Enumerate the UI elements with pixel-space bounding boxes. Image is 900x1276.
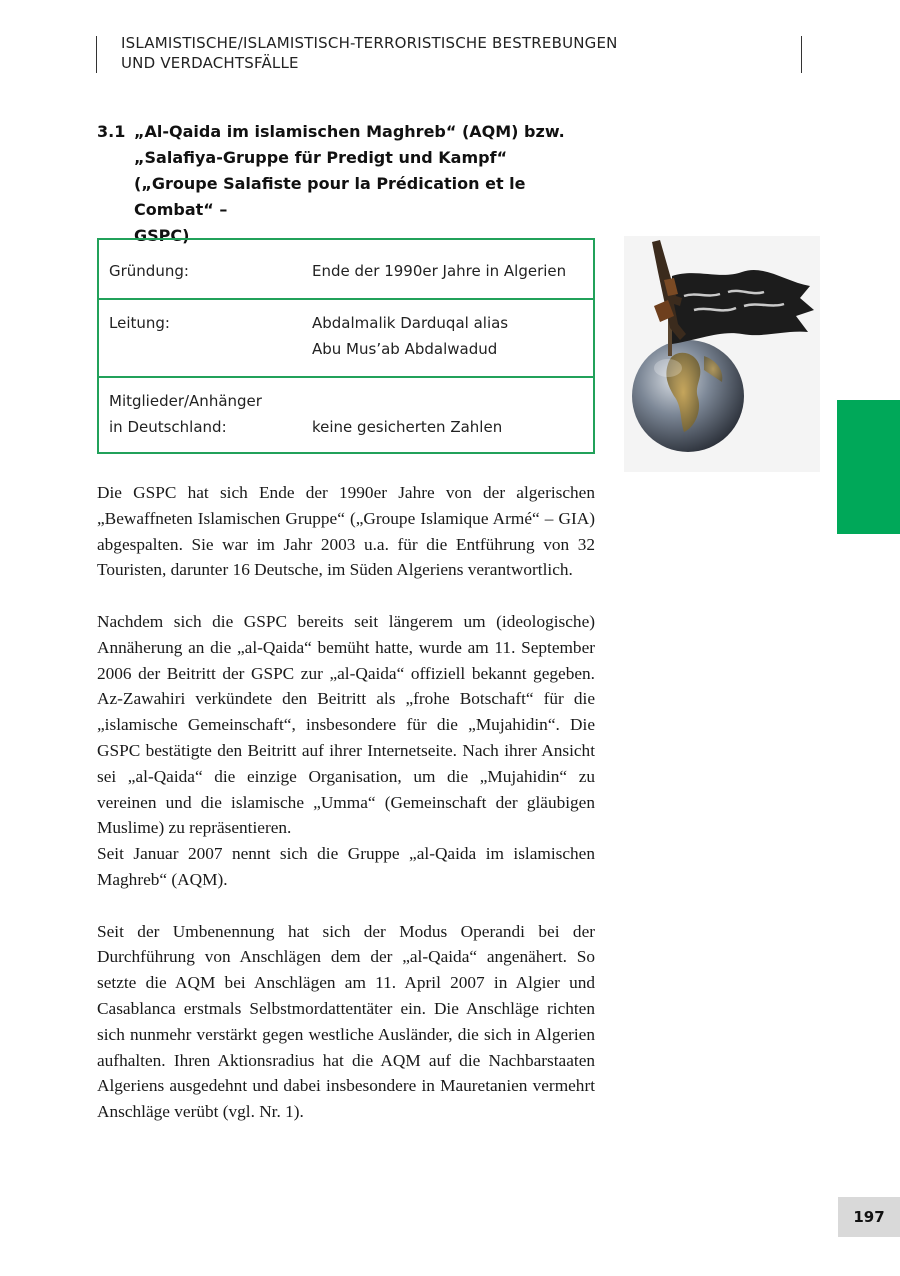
paragraph: Seit Januar 2007 nennt sich die Gruppe „al-Qaida im islamischen Maghreb“ (AQM). bbox=[97, 844, 595, 889]
facts-box bbox=[97, 238, 595, 454]
body-text bbox=[97, 480, 595, 1151]
facts-value-line: Ende der 1990er Jahre in Algerien bbox=[312, 262, 567, 280]
page-number: 197 bbox=[838, 1197, 900, 1237]
running-header bbox=[121, 33, 721, 73]
facts-row-founding bbox=[99, 240, 593, 298]
section-title bbox=[134, 119, 597, 249]
section-title-line: „Al-Qaida im islamischen Maghreb“ (AQM) bzw. bbox=[134, 122, 565, 141]
facts-value bbox=[312, 310, 583, 362]
facts-label-line: in Deutschland: bbox=[109, 418, 227, 436]
facts-value-line: keine gesicherten Zahlen bbox=[312, 418, 503, 436]
facts-row-leadership bbox=[99, 298, 593, 376]
facts-label-line: Mitglieder/Anhänger bbox=[109, 392, 262, 410]
paragraph: Nachdem sich die GSPC bereits seit längerem um (ideologische) Annäherung an die „al-Qaida“ bemüht hatte, wurde am 11. September 2006 der Beitritt der GSPC zur „al-Qaida“ offiziell bekannt gegeben. Az-Zawahiri verkündete den Beitritt als „frohe Botschaft“ für die „islamische Gemeinschaft“, insbesondere für die „Mujahidin“. Die GSPC bestätigte den Beitritt auf ihrer Internetseite. Nach ihrer Ansicht sei „al-Qaida“ die einzige Organisation, um die „Mujahidin“ zu vereinen und die islamische „Umma“ (Gemeinschaft der gläubigen Muslime) zu repräsentieren. bbox=[97, 611, 595, 838]
facts-label-line: Leitung: bbox=[109, 314, 170, 332]
section-title-line: GSPC) bbox=[134, 226, 190, 245]
facts-label bbox=[109, 388, 312, 440]
paragraph: Die GSPC hat sich Ende der 1990er Jahre von der algerischen „Bewaffneten Islamischen Gruppe“ („Groupe Islamique Armé“ – GIA) abgespalten. Sie war im Jahr 2003 u.a. für die Entführung von 32 Touristen, darunter 16 Deutsche, im Süden Algeriens verantwortlich. bbox=[97, 483, 595, 580]
flag-rifle-globe-emblem-icon bbox=[624, 236, 820, 472]
facts-row-members bbox=[99, 376, 593, 452]
section-number: 3.1 bbox=[97, 122, 126, 141]
section-heading bbox=[97, 119, 597, 249]
facts-label-line: Gründung: bbox=[109, 262, 189, 280]
facts-value-line: Abu Mus’ab Abdalwadud bbox=[312, 340, 498, 358]
section-title-line: („Groupe Salafiste pour la Prédication et le Combat“ – bbox=[134, 174, 526, 219]
header-rule-left bbox=[96, 36, 97, 73]
header-rule-right bbox=[801, 36, 802, 73]
facts-value-line: Abdalmalik Darduqal alias bbox=[312, 314, 509, 332]
paragraph: Seit der Umbenennung hat sich der Modus Operandi bei der Durchführung von Anschlägen dem der „al-Qaida“ angenähert. So setzte die AQM bei Anschlägen am 11. April 2007 in Algier und Casablanca erstmals Selbstmordattentäter ein. Die Anschläge richten sich nunmehr verstärkt gegen westliche Ausländer, die sich in Algerien aufhalten. Ihren Aktionsradius hat die AQM auf die Nachbarstaaten Algeriens ausgedehnt und dabei insbesondere in Mauretanien vermehrt Anschläge verübt (vgl. Nr. 1). bbox=[97, 921, 595, 1122]
running-header-line-2: UND VERDACHTSFÄLLE bbox=[121, 54, 299, 72]
facts-label bbox=[109, 310, 312, 362]
facts-value bbox=[312, 258, 583, 284]
facts-value bbox=[312, 388, 583, 440]
running-header-line-1: ISLAMISTISCHE/ISLAMISTISCH-TERRORISTISCHE BESTREBUNGEN bbox=[121, 34, 618, 52]
facts-label bbox=[109, 258, 312, 284]
section-title-line: „Salafiya-Gruppe für Predigt und Kampf“ bbox=[134, 148, 508, 167]
chapter-tab bbox=[837, 400, 900, 534]
